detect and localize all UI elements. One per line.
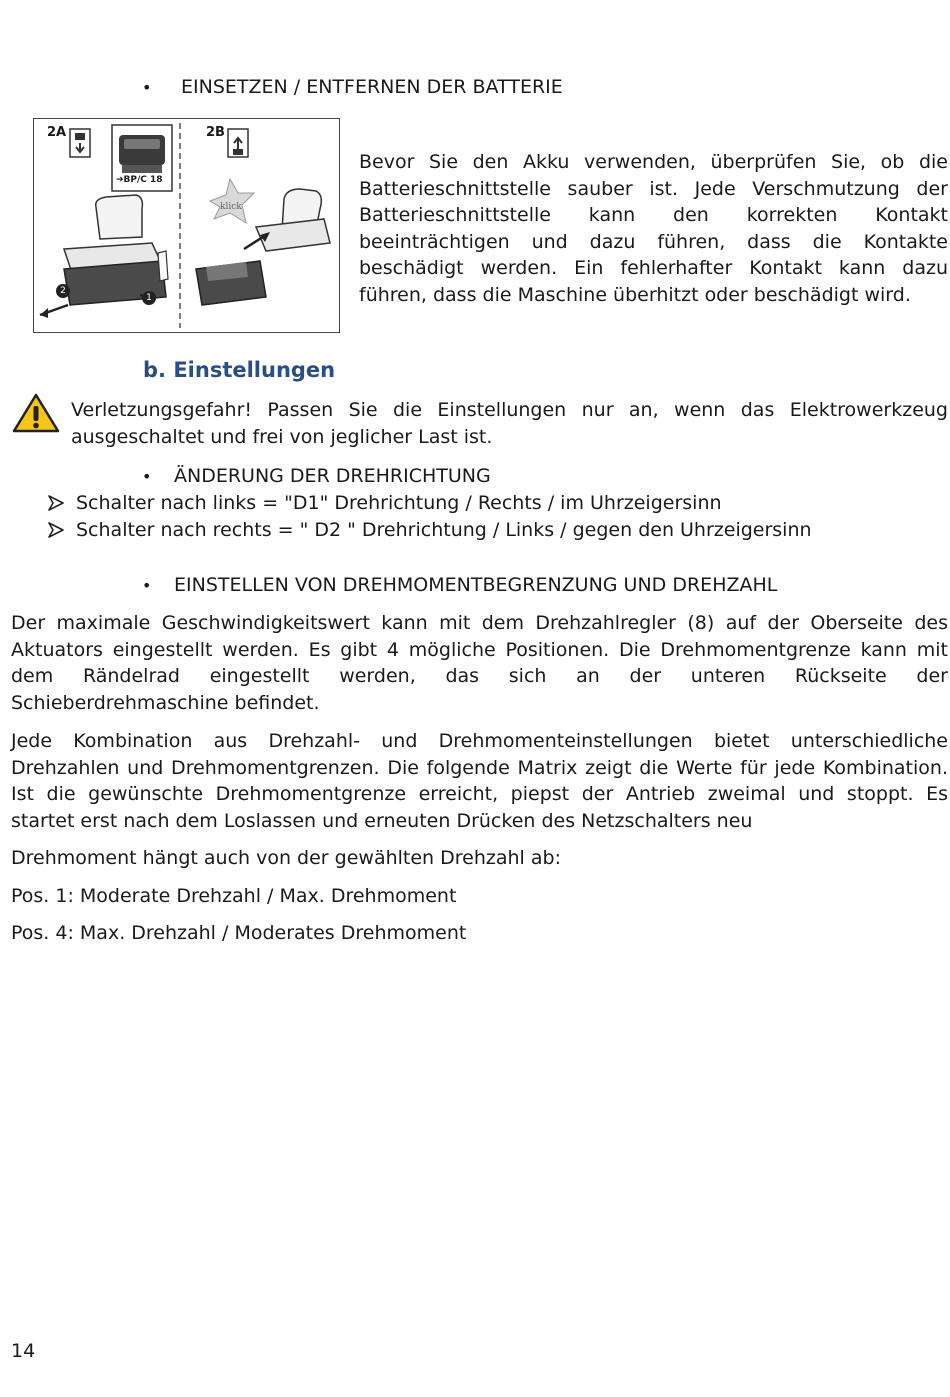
text-line: Aktuators eingestellt werden. Es gibt 4 mögliche Positionen. Die Drehmomentgrenze kann mit — [11, 638, 948, 661]
text-line: startet erst nach dem Loslassen und erneuten Drücken des Netzschalters neu — [11, 809, 753, 832]
text-line: Batterieschnittstelle kann den korrekten Kontakt — [359, 204, 948, 227]
torque-paragraph-4: Pos. 1: Moderate Drehzahl / Max. Drehmoment — [11, 885, 457, 907]
battery-code-label: ➔BP/C 18 — [116, 175, 163, 185]
rotation-item-left: Schalter nach links = "D1" Drehrichtung / Rechts / im Uhrzeigersinn — [76, 492, 722, 514]
text-line: Der maximale Geschwindigkeitswert kann mit dem Drehzahlregler (8) auf der Oberseite des — [11, 612, 948, 634]
section-heading-rotation: ÄNDERUNG DER DREHRICHTUNG — [174, 465, 491, 487]
label-2a: 2A — [47, 125, 67, 140]
step-1-marker: 1 — [142, 291, 156, 305]
text-line: Jede Kombination aus Drehzahl- und Drehmomenteinstellungen bietet unterschiedliche — [11, 730, 948, 752]
text-line: führen, dass die Maschine überhitzt oder beschädigt wird. — [359, 283, 911, 306]
label-2b: 2B — [206, 125, 225, 140]
text-line: dem Rändelrad eingestellt werden, das sich an der unteren Rückseite der — [11, 665, 948, 688]
bullet: • — [142, 467, 152, 486]
warning-icon — [11, 392, 61, 434]
text-line: Schieberdrehmaschine befindet. — [11, 691, 320, 714]
page-number: 14 — [11, 1340, 36, 1362]
text-line: Drehzahlen und Drehmomentgrenzen. Die folgende Matrix zeigt die Werte für jede Kombination. — [11, 756, 948, 779]
arrow-bullet-icon — [48, 495, 64, 511]
arrow-bullet-icon — [48, 522, 64, 538]
battery-figure — [33, 118, 340, 333]
text-line: beschädigt werden. Ein fehlerhafter Kontakt kann dazu — [359, 257, 948, 280]
text-line: beeinträchtigen und dazu führen, dass die Kontakte — [359, 230, 948, 253]
text-line: Bevor Sie den Akku verwenden, überprüfen Sie, ob die — [359, 151, 948, 173]
warning-line: Verletzungsgefahr! Passen Sie die Einstellungen nur an, wenn das Elektrowerkzeug — [71, 399, 948, 421]
torque-paragraph-1 — [11, 610, 948, 716]
click-label: klick — [220, 202, 242, 212]
warning-text — [71, 397, 948, 450]
section-heading-settings: b. Einstellungen — [143, 358, 336, 382]
step-2-marker: 2 — [56, 284, 70, 298]
section-heading-battery: EINSETZEN / ENTFERNEN DER BATTERIE — [181, 76, 563, 98]
bullet: • — [142, 78, 152, 97]
text-line: Batterieschnittstelle sauber ist. Jede Verschmutzung der — [359, 177, 948, 200]
bullet: • — [142, 576, 152, 595]
section-heading-torque: EINSTELLEN VON DREHMOMENTBEGRENZUNG UND DREHZAHL — [174, 574, 778, 596]
battery-illustration — [34, 119, 339, 332]
warning-line: ausgeschaltet und frei von jeglicher Last ist. — [71, 425, 493, 448]
torque-paragraph-3: Drehmoment hängt auch von der gewählten Drehzahl ab: — [11, 847, 561, 869]
torque-paragraph-2 — [11, 728, 948, 834]
rotation-item-right: Schalter nach rechts = " D2 " Drehrichtung / Links / gegen den Uhrzeigersinn — [76, 519, 812, 541]
text-line: Ist die gewünschte Drehmomentgrenze erreicht, piepst der Antrieb zweimal und stoppt. Es — [11, 783, 948, 806]
battery-text-block — [359, 149, 948, 309]
torque-paragraph-5: Pos. 4: Max. Drehzahl / Moderates Drehmoment — [11, 922, 467, 944]
